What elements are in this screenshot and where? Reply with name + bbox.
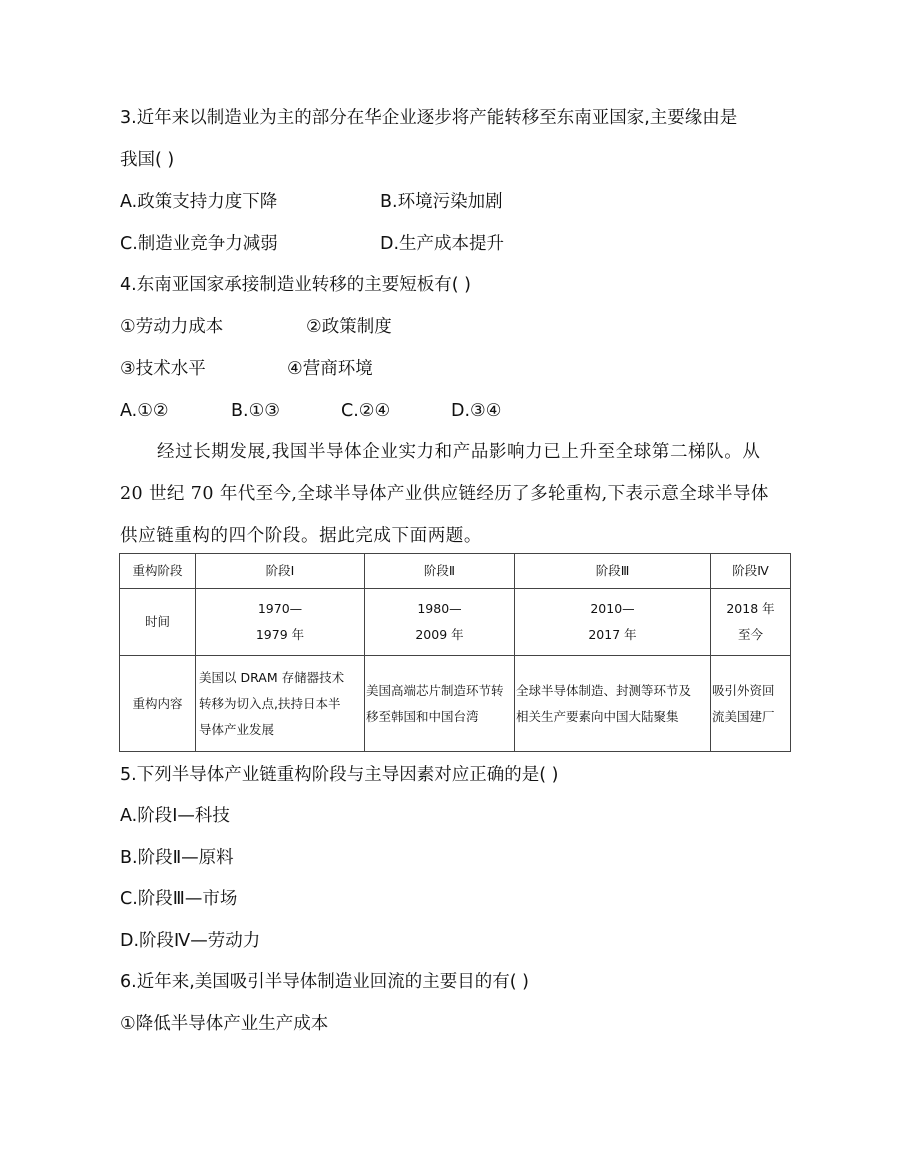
q4-item-1: ①劳动力成本	[120, 317, 224, 337]
q4-stem: 4.东南亚国家承接制造业转移的主要短板有( )	[120, 275, 471, 295]
header-cell-stage-2: 阶段Ⅱ	[365, 554, 515, 589]
content-line: 美国以 DRAM 存储器技术	[199, 669, 345, 685]
q3-stem-line1: 3.近年来以制造业为主的部分在华企业逐步将产能转移至东南亚国家,主要缘由是	[120, 108, 738, 128]
q3-option-c: C.制造业竞争力减弱	[120, 234, 278, 254]
restructuring-stages-table	[119, 553, 791, 752]
header-cell-stage-3: 阶段Ⅲ	[515, 554, 711, 589]
q5-option-c: C.阶段Ⅲ—市场	[120, 889, 238, 909]
q3-option-b: B.环境污染加剧	[380, 192, 503, 212]
q4-option-b: B.①③	[231, 401, 280, 421]
content-line: 流美国建厂	[712, 708, 775, 724]
row-label-time: 时间	[120, 589, 196, 656]
header-cell-stage-1: 阶段Ⅰ	[196, 554, 365, 589]
q5-stem: 5.下列半导体产业链重构阶段与主导因素对应正确的是( )	[120, 765, 559, 785]
q4-item-3: ③技术水平	[120, 359, 206, 379]
q6-stem: 6.近年来,美国吸引半导体制造业回流的主要目的有( )	[120, 972, 529, 992]
content-line: 移至韩国和中国台湾	[366, 708, 479, 724]
content-cell-stage-1	[196, 656, 365, 752]
time-end: 2009 年	[415, 627, 464, 642]
content-line: 吸引外资回	[712, 682, 775, 698]
content-cell-stage-4	[711, 656, 791, 752]
q6-item-1: ①降低半导体产业生产成本	[120, 1014, 329, 1034]
table-row-content	[120, 656, 791, 752]
passage-line1: 经过长期发展,我国半导体企业实力和产品影响力已上升至全球第二梯队。从	[157, 442, 761, 462]
table-header-row	[120, 554, 791, 589]
time-start: 1970—	[257, 601, 303, 616]
time-start: 1980—	[417, 601, 462, 616]
header-cell-stage-4: 阶段Ⅳ	[711, 554, 791, 589]
passage-line3: 供应链重构的四个阶段。据此完成下面两题。	[120, 526, 482, 546]
q3-stem-line2: 我国( )	[120, 150, 175, 170]
q5-option-d: D.阶段Ⅳ—劳动力	[120, 931, 261, 951]
time-start: 2018 年	[726, 601, 775, 616]
passage-line2: 20 世纪 70 年代至今,全球半导体产业供应链经历了多轮重构,下表示意全球半导体	[120, 484, 769, 504]
time-cell-stage-4	[711, 589, 791, 656]
header-cell-stage: 重构阶段	[120, 554, 196, 589]
content-line: 相关生产要素向中国大陆聚集	[516, 708, 679, 724]
q4-option-d: D.③④	[451, 401, 502, 421]
q5-option-a: A.阶段Ⅰ—科技	[120, 806, 230, 826]
q4-option-a: A.①②	[120, 401, 169, 421]
time-cell-stage-3	[515, 589, 711, 656]
time-cell-stage-1	[196, 589, 365, 656]
q4-item-2: ②政策制度	[306, 317, 392, 337]
time-end: 1979 年	[255, 627, 305, 642]
content-line: 美国高端芯片制造环节转	[366, 682, 504, 698]
content-cell-stage-3	[515, 656, 711, 752]
time-start: 2010—	[590, 601, 635, 616]
row-label-content: 重构内容	[120, 656, 196, 752]
q3-option-d: D.生产成本提升	[380, 234, 505, 254]
table-row-time	[120, 589, 791, 656]
time-end: 至今	[737, 627, 763, 642]
content-cell-stage-2	[365, 656, 515, 752]
time-cell-stage-2	[365, 589, 515, 656]
content-line: 导体产业发展	[199, 721, 275, 737]
q4-item-4: ④营商环境	[287, 359, 373, 379]
q5-option-b: B.阶段Ⅱ—原料	[120, 848, 234, 868]
content-line: 全球半导体制造、封测等环节及	[516, 682, 692, 698]
content-line: 转移为切入点,扶持日本半	[199, 695, 341, 711]
time-end: 2017 年	[588, 627, 637, 642]
q3-option-a: A.政策支持力度下降	[120, 192, 278, 212]
q4-option-c: C.②④	[341, 401, 391, 421]
